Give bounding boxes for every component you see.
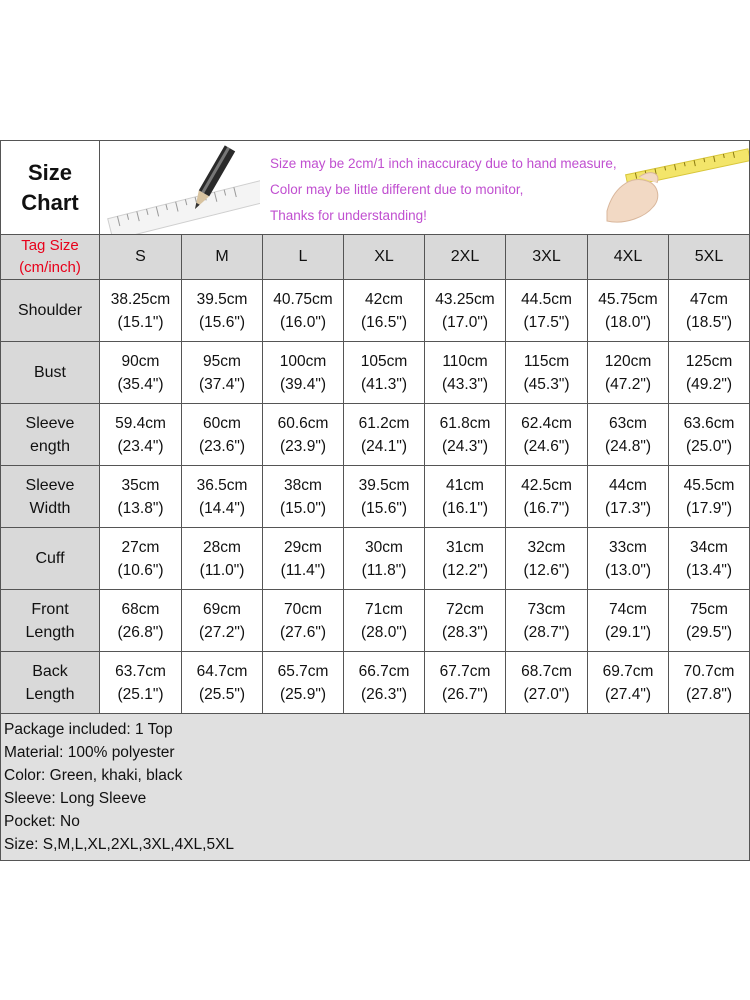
cm-value: 71cm — [365, 600, 403, 618]
inch-value: (23.9") — [280, 437, 326, 455]
info-line: Size: S,M,L,XL,2XL,3XL,4XL,5XL — [4, 836, 235, 853]
cm-value: 43.25cm — [435, 290, 495, 308]
notice-text — [270, 151, 617, 229]
measurement-cell — [100, 280, 182, 342]
inch-value: (11.8") — [361, 561, 407, 579]
measurement-cell — [100, 342, 182, 404]
measurement-cell — [506, 528, 588, 590]
cm-value: 67.7cm — [439, 662, 491, 680]
measurement-cell — [506, 280, 588, 342]
cm-value: 100cm — [279, 352, 327, 370]
cm-value: 70cm — [284, 600, 322, 618]
cm-value: 42.5cm — [521, 476, 572, 494]
cm-value: 68.7cm — [521, 662, 572, 680]
cm-value: 62.4cm — [521, 414, 572, 432]
measurement-cell — [425, 466, 506, 528]
info-line: Package included: 1 Top — [4, 721, 173, 738]
cm-value: 70.7cm — [683, 662, 735, 680]
size-header: S — [100, 235, 182, 280]
measurement-cell — [588, 528, 669, 590]
inch-value: (17.3") — [605, 499, 651, 517]
measurement-cell — [669, 466, 750, 528]
cm-value: 45.5cm — [683, 476, 735, 494]
cm-value: 73cm — [527, 600, 566, 618]
inch-value: (28.7") — [523, 623, 570, 641]
measurement-cell — [182, 342, 263, 404]
inch-value: (49.2") — [686, 375, 732, 393]
inch-value: (17.5") — [523, 313, 570, 331]
measurement-cell — [182, 280, 263, 342]
cm-value: 65.7cm — [277, 662, 329, 680]
cm-value: 36.5cm — [196, 476, 248, 494]
inch-value: (26.3") — [361, 685, 407, 703]
size-header-row — [1, 235, 750, 280]
size-header: 5XL — [669, 235, 750, 280]
cm-value: 31cm — [446, 538, 484, 556]
measurement-cell — [100, 528, 182, 590]
inch-value: (27.0") — [523, 685, 570, 703]
inch-value: (24.3") — [442, 437, 488, 455]
info-line: Pocket: No — [4, 813, 80, 830]
measurement-cell — [344, 652, 425, 714]
size-header: 2XL — [425, 235, 506, 280]
measurement-cell — [182, 404, 263, 466]
cm-value: 39.5cm — [196, 290, 248, 308]
measurement-cell — [506, 652, 588, 714]
measurement-cell — [263, 404, 344, 466]
cm-value: 34cm — [690, 538, 728, 556]
notice-line: Size may be 2cm/1 inch inaccuracy due to hand measure, — [270, 156, 617, 171]
cm-value: 38cm — [284, 476, 322, 494]
measurement-row — [1, 466, 750, 528]
cm-value: 32cm — [527, 538, 566, 556]
measurement-cell — [506, 342, 588, 404]
cm-value: 59.4cm — [115, 414, 166, 432]
inch-value: (26.7") — [442, 685, 488, 703]
measurement-cell — [263, 342, 344, 404]
chart-title-text: Size Chart — [21, 159, 79, 215]
product-info — [1, 714, 750, 861]
measurement-cell — [344, 342, 425, 404]
measurement-cell — [100, 590, 182, 652]
inch-value: (15.6") — [361, 499, 407, 517]
cm-value: 42cm — [365, 290, 403, 308]
measurement-cell — [669, 590, 750, 652]
measurement-cell — [344, 404, 425, 466]
info-line: Material: 100% polyester — [4, 744, 175, 761]
measurement-label: Shoulder — [1, 280, 100, 342]
info-row — [1, 714, 750, 861]
inch-value: (11.0") — [199, 561, 245, 579]
measurement-cell — [425, 280, 506, 342]
measurement-cell — [506, 466, 588, 528]
cm-value: 125cm — [685, 352, 733, 370]
inch-value: (12.2") — [442, 561, 488, 579]
measurement-cell — [425, 404, 506, 466]
measurement-cell — [425, 342, 506, 404]
cm-value: 68cm — [121, 600, 160, 618]
measurement-cell — [669, 528, 750, 590]
inch-value: (27.6") — [280, 623, 326, 641]
inch-value: (29.5") — [686, 623, 732, 641]
inch-value: (28.0") — [361, 623, 407, 641]
cm-value: 61.8cm — [439, 414, 491, 432]
cm-value: 110cm — [442, 352, 488, 370]
inch-value: (41.3") — [361, 375, 407, 393]
measurement-cell — [669, 280, 750, 342]
inch-value: (23.6") — [199, 437, 245, 455]
info-line: Sleeve: Long Sleeve — [4, 790, 147, 807]
cm-value: 105cm — [360, 352, 408, 370]
inch-value: (27.2") — [199, 623, 245, 641]
measurement-cell — [588, 466, 669, 528]
measurement-cell — [182, 652, 263, 714]
cm-value: 45.75cm — [598, 290, 658, 308]
measurement-cell — [506, 590, 588, 652]
measuring-tape-hand-icon — [599, 141, 749, 234]
inch-value: (25.9") — [280, 685, 326, 703]
measurement-cell — [263, 466, 344, 528]
inch-value: (24.8") — [605, 437, 651, 455]
inch-value: (24.1") — [361, 437, 407, 455]
measurement-cell — [588, 280, 669, 342]
cm-value: 30cm — [365, 538, 403, 556]
inch-value: (27.8") — [686, 685, 732, 703]
cm-value: 35cm — [121, 476, 160, 494]
notice-line: Thanks for understanding! — [270, 208, 427, 223]
info-line: Color: Green, khaki, black — [4, 767, 183, 784]
inch-value: (45.3") — [523, 375, 570, 393]
measurement-label: Bust — [1, 342, 100, 404]
inch-value: (25.5") — [199, 685, 245, 703]
measurement-cell — [588, 590, 669, 652]
inch-value: (24.6") — [523, 437, 570, 455]
cm-value: 90cm — [121, 352, 160, 370]
cm-value: 61.2cm — [358, 414, 410, 432]
measurement-cell — [669, 652, 750, 714]
measurement-cell — [263, 652, 344, 714]
cm-value: 47cm — [690, 290, 728, 308]
measurement-cell — [588, 652, 669, 714]
measurement-cell — [182, 528, 263, 590]
measurement-cell — [100, 466, 182, 528]
inch-value: (17.9") — [686, 499, 732, 517]
measurement-label: Sleeve ength — [1, 404, 100, 466]
cm-value: 33cm — [609, 538, 647, 556]
inch-value: (23.4") — [117, 437, 164, 455]
inch-value: (10.6") — [117, 561, 164, 579]
inch-value: (27.4") — [605, 685, 651, 703]
inch-value: (13.0") — [605, 561, 651, 579]
cm-value: 63.7cm — [115, 662, 166, 680]
cm-value: 27cm — [121, 538, 160, 556]
measurement-row — [1, 404, 750, 466]
measurement-label: Cuff — [1, 528, 100, 590]
notice-line: Color may be little different due to monitor, — [270, 182, 524, 197]
inch-value: (26.8") — [117, 623, 164, 641]
inch-value: (25.0") — [686, 437, 732, 455]
size-header: XL — [344, 235, 425, 280]
cm-value: 60cm — [203, 414, 241, 432]
size-chart-table — [0, 140, 750, 861]
cm-value: 44.5cm — [521, 290, 572, 308]
cm-value: 75cm — [690, 600, 728, 618]
cm-value: 38.25cm — [110, 290, 171, 308]
inch-value: (29.1") — [605, 623, 651, 641]
inch-value: (37.4") — [199, 375, 245, 393]
inch-value: (16.7") — [523, 499, 570, 517]
cm-value: 39.5cm — [358, 476, 410, 494]
measurement-cell — [425, 590, 506, 652]
cm-value: 41cm — [446, 476, 484, 494]
measurement-cell — [182, 590, 263, 652]
inch-value: (14.4") — [199, 499, 245, 517]
measurement-cell — [344, 528, 425, 590]
inch-value: (12.6") — [523, 561, 570, 579]
measurement-row — [1, 590, 750, 652]
measurement-row — [1, 528, 750, 590]
inch-value: (39.4") — [280, 375, 326, 393]
inch-value: (15.1") — [117, 313, 164, 331]
measurement-cell — [263, 280, 344, 342]
measurement-cell — [669, 404, 750, 466]
cm-value: 115cm — [523, 352, 570, 370]
measurement-cell — [588, 342, 669, 404]
inch-value: (11.4") — [280, 561, 326, 579]
cm-value: 72cm — [446, 600, 484, 618]
inch-value: (25.1") — [117, 685, 164, 703]
inch-value: (16.0") — [280, 313, 326, 331]
inch-value: (13.4") — [686, 561, 732, 579]
measurement-cell — [100, 652, 182, 714]
cm-value: 63.6cm — [683, 414, 735, 432]
cm-value: 60.6cm — [277, 414, 329, 432]
measurement-cell — [669, 342, 750, 404]
measurement-cell — [263, 528, 344, 590]
cm-value: 40.75cm — [273, 290, 333, 308]
measurement-row — [1, 652, 750, 714]
chart-title — [1, 141, 100, 235]
cm-value: 66.7cm — [358, 662, 410, 680]
inch-value: (47.2") — [605, 375, 651, 393]
inch-value: (15.0") — [280, 499, 326, 517]
inch-value: (43.3") — [442, 375, 488, 393]
inch-value: (28.3") — [442, 623, 488, 641]
measurement-row — [1, 342, 750, 404]
measurement-cell — [263, 590, 344, 652]
size-header: L — [263, 235, 344, 280]
measurement-label: Sleeve Width — [1, 466, 100, 528]
measurement-cell — [506, 404, 588, 466]
inch-value: (18.5") — [686, 313, 732, 331]
notice-banner — [100, 141, 750, 235]
measurement-cell — [344, 466, 425, 528]
size-header: 3XL — [506, 235, 588, 280]
cm-value: 44cm — [609, 476, 647, 494]
pencil-icon — [180, 143, 240, 223]
inch-value: (16.1") — [442, 499, 488, 517]
size-header: M — [182, 235, 263, 280]
measurement-cell — [100, 404, 182, 466]
cm-value: 28cm — [203, 538, 241, 556]
cm-value: 95cm — [203, 352, 241, 370]
cm-value: 29cm — [284, 538, 322, 556]
measurement-cell — [425, 528, 506, 590]
inch-value: (18.0") — [605, 313, 651, 331]
cm-value: 74cm — [609, 600, 647, 618]
measurement-row — [1, 280, 750, 342]
measurement-cell — [344, 590, 425, 652]
inch-value: (16.5") — [361, 313, 407, 331]
size-chart — [0, 140, 750, 861]
measurement-cell — [588, 404, 669, 466]
tag-size-label: Tag Size (cm/inch) — [1, 235, 100, 280]
measurement-cell — [344, 280, 425, 342]
header-row — [1, 141, 750, 235]
cm-value: 69.7cm — [602, 662, 654, 680]
inch-value: (15.6") — [199, 313, 245, 331]
inch-value: (13.8") — [117, 499, 164, 517]
cm-value: 63cm — [609, 414, 647, 432]
measurement-label: Front Length — [1, 590, 100, 652]
measurement-label: Back Length — [1, 652, 100, 714]
measurement-cell — [182, 466, 263, 528]
cm-value: 120cm — [604, 352, 652, 370]
cm-value: 64.7cm — [196, 662, 248, 680]
measurement-rows — [1, 280, 750, 714]
inch-value: (35.4") — [117, 375, 164, 393]
cm-value: 69cm — [203, 600, 241, 618]
measurement-cell — [425, 652, 506, 714]
size-header: 4XL — [588, 235, 669, 280]
inch-value: (17.0") — [442, 313, 488, 331]
